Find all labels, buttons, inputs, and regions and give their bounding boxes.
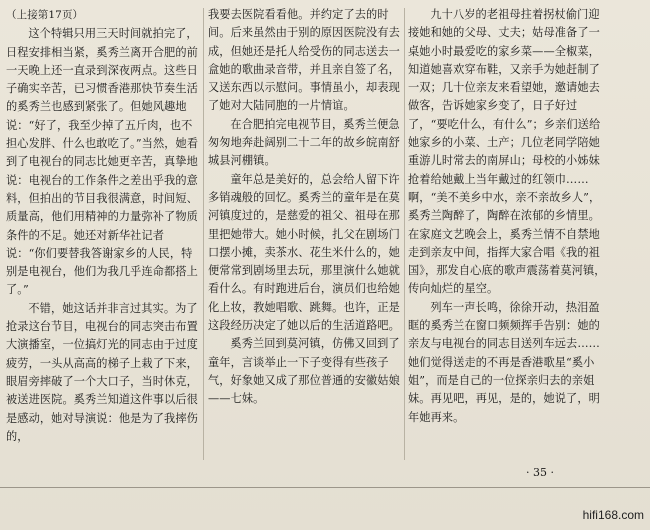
paragraph: 九十八岁的老祖母拄着拐杖偷门迎接她和她的父母、丈夫；姑母准备了一桌她小时最爱吃的家乡菜——全椒菜，知道她喜欢穿布鞋，又亲手为她赶制了一双；几十位亲友来看望她，邀请她去做客，告诉她家乡变了，日子好过了，“要吃什么，有什么”；乡亲们送给她家乡的小菜、土产；几位老同学陪她重游儿时常去的南屏山；母校的小姊妹抢着给她戴上当年戴过的红领巾……啊，“美不美乡中水，亲不亲故乡人”，奚秀兰陶醉了，陶醉在浓郁的乡情里。在家庭文艺晚会上，奚秀兰情不自禁地走到亲友中间，指挥大家合唱《我的祖国》，那发自心底的歌声震荡着莫河镇，传向灿烂的星空。 (408, 8, 606, 296)
watermark: hifi168.com (582, 508, 644, 522)
column-left (6, 6, 200, 446)
paragraph: 列车一声长鸣，徐徐开动，热泪盈眶的奚秀兰在窗口频频挥手告别：她的亲友与电视台的同志目送列车远去……她们觉得送走的不再是香港歌星“奚小姐”，而是自己的一位探亲归去的亲姐妹。再见吧，再见，是的，她说了，明年她再来。 (408, 300, 600, 424)
paragraph: 在合肥拍完电视节目，奚秀兰便急匆匆地奔赴阔别二十二年的故乡皖南舒城县河棚镇。 (208, 117, 400, 168)
paragraph: 这个特辑只用三天时间就拍完了，日程安排相当紧，奚秀兰离开合肥的前一天晚上还一直录到深夜两点。这些日子确实辛苦，已习惯香港那快节奏生活的奚秀兰也感到紧张了。但她风趣地说：“好了，我至少掉了五斤肉，也不担心发胖、什么也敢吃了。”当然，她看到了电视台的同志比她更辛苦，真挚地说：电视台的工作条件之差出乎我的意料，但拍出的节目我很满意，时间短、质量高，他们用精神的力量弥补了物质条件的不足。她还对新华社记者说：“你们要替我答谢家乡的人民，特别是电视台，他们为我几乎连命都搭上了。” (6, 27, 199, 297)
page-number: · 35 · (526, 466, 554, 479)
paragraph: 不错，她这话并非言过其实。为了抢录这台节目，电视台的同志突击布置大演播室，一位搞灯光的同志由于过度疲劳，一头从高高的梯子上栽了下来，眼眉旁摔破了一个大口子，当时休克，被送进医院。奚秀兰知道这件事以后很是感动，她对导演说：他是为了我摔伤的， (6, 301, 198, 443)
paragraph: 童年总是美好的，总会给人留下许多销魂般的回忆。奚秀兰的童年是在莫河镇度过的，是慈爱的祖父、祖母在那里把她带大。她小时候，扎父在剧场门口摆小摊，卖茶水、花生米什么的，她便常常到剧场里去玩，那里演什么她就看什么。有时跑进后台，演员们也给她化上妆，教她唱歌、跳舞。也许，正是这段经历决定了她以后的生活道路吧。 (208, 172, 400, 333)
bottom-rule (0, 487, 650, 488)
paragraph: 奚秀兰回到莫河镇，仿佛又回到了童年，言谈举止一下子变得有些孩子气，好象她又成了那位普通的安徽姑娘——七妹。 (208, 337, 400, 406)
column-divider (404, 8, 405, 460)
column-middle (208, 6, 400, 409)
column-divider (203, 8, 204, 460)
column-right (408, 6, 606, 427)
continued-note: （上接第17页） (6, 9, 84, 21)
paragraph: 我要去医院看看他。并约定了去的时间。后来虽然由于别的原因医院没有去成，但她还是托人给受伤的同志送去一盒她的歌曲录音带，并且亲自签了名，又送东西以示慰问。事情虽小，却表现了她对大陆同胞的一片情谊。 (208, 8, 400, 113)
